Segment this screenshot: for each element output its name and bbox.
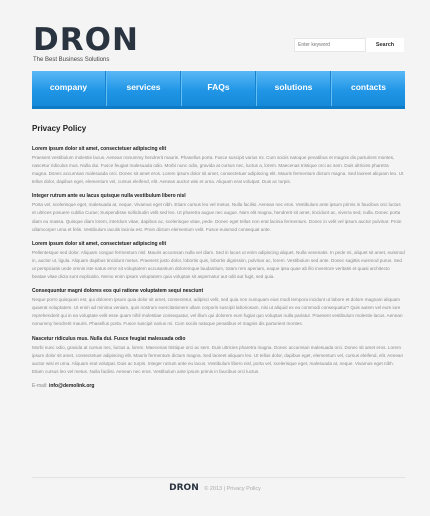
nav-item-contacts[interactable]: contacts xyxy=(331,71,405,106)
nav-item-company[interactable]: company xyxy=(32,71,106,106)
section-heading: Nascetur ridiculus mus. Nulla dui. Fusce feugiat malesuada odio xyxy=(32,335,186,342)
section-heading: Lorem ipsum dolor sit amet, consectetuer adipiscing elit xyxy=(32,240,167,247)
logo-tagline: The Best Business Solutions xyxy=(33,57,110,63)
footer-privacy-link[interactable]: Privacy Policy xyxy=(226,486,261,492)
nav-item-faqs[interactable]: FAQs xyxy=(181,71,256,106)
page-title: Privacy Policy xyxy=(32,124,87,133)
policy-section xyxy=(32,288,405,328)
nav-item-services[interactable]: services xyxy=(106,71,181,106)
section-heading: Lorem ipsum dolor sit amet, consectetuer adipiscing elit xyxy=(32,146,167,152)
section-body: Pellentesque sed dolor. Aliquam congue fermentum nisl. Mauris accumsan nulla vel diam. Sed in lacus ut enim adipiscing aliquet. Nulla venenatis. In pede mi, aliquet sit amet, euismod in, auctor ut, ligula. Aliquam dapibus tincidunt metus. Praesent justo dolor, lobortis quis, lobortis dignissim, pulvinar ac, lorem. Vestibulum sed ante. Donec sagittis euismod purus. Sed ut perspiciatis unde omnis iste natus error sit voluptatem accusantium doloremque laudantium, totam rem aperiam, eaque ipsa quae ab illo inventore veritatis et quasi architecto beatae vitae dicta sunt explicabo. Nemo enim ipsam voluptatem quia voluptas sit aspernatur aut odit aut fugit, sed quia. xyxy=(32,249,405,280)
email-label: E-mail: xyxy=(32,382,48,389)
policy-section xyxy=(32,193,405,233)
footer-separator: | xyxy=(223,486,226,492)
search-form xyxy=(294,38,404,52)
email-link[interactable]: info@demolink.org xyxy=(48,382,95,389)
section-heading: Consequuntur magni dolores eos qui ratione voluptatem sequi nesciunt xyxy=(32,288,204,295)
footer-copyright: © 2013 xyxy=(204,486,223,492)
section-heading: Integer rutrum ante eu lacus quisque nulla vestibulum libero nisl xyxy=(32,193,186,200)
policy-section xyxy=(32,241,405,281)
logo-text[interactable]: DRON xyxy=(33,22,139,58)
logo[interactable] xyxy=(33,22,139,63)
policy-section xyxy=(32,336,405,376)
main-nav xyxy=(32,71,405,109)
policy-section xyxy=(32,146,405,186)
contact-email-line xyxy=(32,383,405,389)
nav-item-solutions[interactable]: solutions xyxy=(256,71,331,106)
section-body: Porta vel, scelerisque eget, malesuada at, neque. Vivamus eget nibh. Etiam cursus leo vel metus. Nulla facilisi. Aenean nec eros. Vestibulum ante ipsum primis in faucibus orci luctus et ultrices posuere cubilia Curae; Suspendisse sollicitudin velit sed leo. Ut pharetra augue nec augue. Nam elit magna, hendrerit sit amet, tincidunt ac, viverra sed, nulla. Donec porta diam eu massa. Quisque diam lorem, interdum vitae, dapibus ac, scelerisque vitae, pede. Donec eget tellus non erat lacinia fermentum. Donec in velit vel ipsum auctor pulvinar. Proin ullamcorper urna et felis. Vestibulum iaculis lacinia est. Proin dictum elementum velit. Fusce euismod consequat ante. xyxy=(32,202,402,232)
search-button[interactable]: Search xyxy=(366,38,404,52)
search-input[interactable] xyxy=(294,38,366,52)
section-body: Neque porro quisquam est, qui dolorem ipsum quia dolor sit amet, consectetur, adipisci velit, sed quia non numquam eius modi tempora incidunt ut labore et dolore magnam aliquam quaerat voluptatem. Ut enim ad minima veniam, quis nostrum exercitationem ullam corporis suscipit laboriosam, nisi ut aliquid ex ea commodi consequatur? Quis autem vel eum iure reprehenderit qui in ea voluptate velit esse quam nihil molestiae consequatur, vel illum qui dolorem eum fugiat quo voluptas nulla pariatur. Praesent vestibulum molestie lacus. Aenean nonummy hendrerit mauris. Phasellus porta. Fusce suscipit varius mi. Cum sociis natoque penatibus et magnis dis parturient montes. xyxy=(32,297,403,327)
footer xyxy=(0,483,430,493)
footer-divider xyxy=(32,477,405,478)
footer-logo[interactable]: DRON xyxy=(169,483,199,493)
main-content xyxy=(32,118,405,389)
section-body: Morbi nunc odio, gravida at cursus nec, luctus a, lorem. Maecenas tristique orci ac sem. Duis ultricies pharetra magna. Donec accumsan malesuada orci. Donec sit amet eros. Lorem ipsum dolor sit amet, consectetuer adipiscing elit. Mauris fermentum dictum magna. Sed laoreet aliquam leo. Ut tellus dolor, dapibus eget, elementum vel, cursus eleifend, elit. Aenean auctor wisi et urna. Aliquam erat volutpat. Duis ac turpis. Integer rutrum ante eu lacus. Vestibulum libero nisl, porta vel, scelerisque eget, malesuada at, neque. Vivamus eget nibh. Etiam cursus leo vel metus. Nulla facilisi. Aenean nec eros. Vestibulum ante ipsum primis in faucibus orci luctus. xyxy=(32,344,404,374)
section-body: Praesent vestibulum molestie lacus. Aenean nonummy hendrerit mauris. Phasellus porta. Fusce suscipit varius mi. Cum sociis natoque penatibus et magnis dis parturient montes, nascetur ridiculus mus. Nulla dui. Fusce feugiat malesuada odio. Morbi nunc odio, gravida at cursus nec, luctus a, lorem. Maecenas tristique orci ac sem. Duis ultricies pharetra magna. Donec accumsan malesuada orci. Donec sit amet eros. Lorem ipsum dolor sit amet, consectetuer adipiscing elit. Mauris fermentum dictum magna. Sed laoreet aliquam leo. Ut tellus dolor, dapibus eget, elementum vel, cursus eleifend, elit. Aenean auctor wisi et urna. Aliquam erat volutpat. Duis ac turpis. xyxy=(32,155,404,185)
